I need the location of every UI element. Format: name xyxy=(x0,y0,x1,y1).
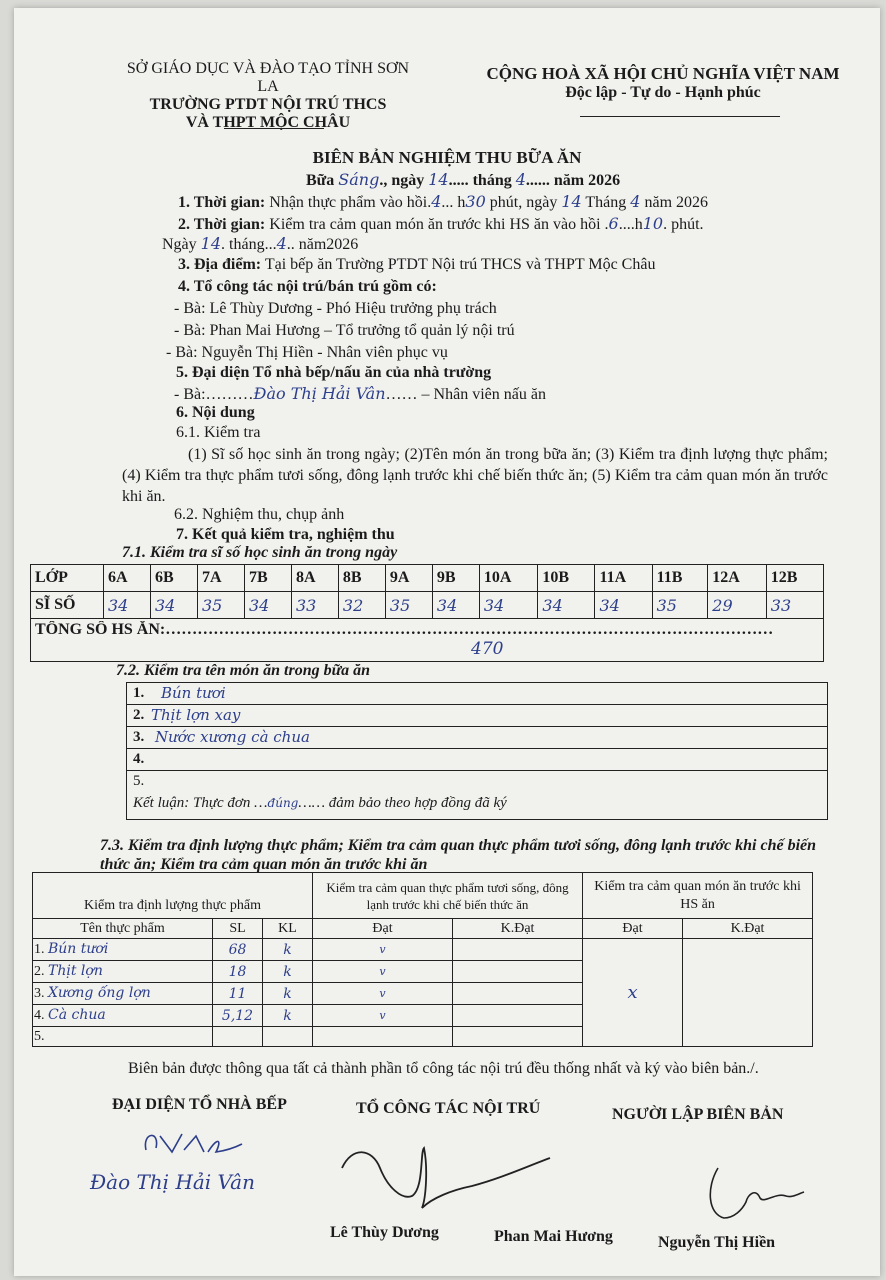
location: Tại bếp ăn Trường PTDT Nội trú THCS và THPT Mộc Châu xyxy=(261,256,656,273)
section-2-date xyxy=(162,234,358,254)
class-row xyxy=(31,565,824,592)
section-1 xyxy=(178,192,838,212)
class-cell: 8B xyxy=(338,565,385,592)
meal-prefix: Bữa xyxy=(306,172,335,189)
class-cell: 8A xyxy=(291,565,338,592)
motto: Độc lập - Tự do - Hạnh phúc xyxy=(565,84,761,101)
section-1-text-e: năm 2026 xyxy=(640,194,709,211)
count-cell: 34 xyxy=(479,592,538,619)
committee-name-1: Lê Thùy Dương xyxy=(330,1224,439,1241)
section-2 xyxy=(178,214,838,234)
total-value: 470 xyxy=(471,639,504,659)
dish-row xyxy=(127,705,827,727)
count-label: SĨ SỐ xyxy=(31,592,104,619)
department-name: SỞ GIÁO DỤC VÀ ĐÀO TẠO TỈNH SƠN LA xyxy=(126,60,410,95)
section-2-month-label: . tháng... xyxy=(221,236,277,253)
qc-sl: 5,12 xyxy=(213,1005,263,1027)
kitchen-rep-name: Đào Thị Hải Vân xyxy=(253,384,386,403)
class-cell: 6B xyxy=(150,565,197,592)
qc-kl: k xyxy=(263,1005,313,1027)
header-left xyxy=(118,60,418,132)
dish-box xyxy=(126,682,828,820)
qc-kl: k xyxy=(263,939,313,961)
section-1-label: 1. Thời gian: xyxy=(178,194,266,211)
receive-day: 14 xyxy=(561,192,582,211)
count-cell: 33 xyxy=(766,592,823,619)
class-cell: 9A xyxy=(385,565,432,592)
count-cell: 34 xyxy=(150,592,197,619)
class-cell: 10B xyxy=(538,565,595,592)
qc-food-name: Cà chua xyxy=(48,1007,106,1023)
qc-row-number: 5. xyxy=(34,1028,45,1044)
qc-row-number: 4. xyxy=(34,1008,45,1023)
qc-fresh-fail-cell xyxy=(453,939,583,961)
count-cell: 35 xyxy=(197,592,244,619)
conclusion-value: đúng xyxy=(267,796,299,810)
qc-row-number: 1. xyxy=(34,942,45,957)
check-hour: 6 xyxy=(608,214,619,233)
class-cell: 6A xyxy=(104,565,151,592)
section-2-text-c: . phút. xyxy=(663,216,704,233)
qc-kl xyxy=(263,1027,313,1047)
member-3: - Bà: Nguyễn Thị Hiền - Nhân viên phục vụ xyxy=(166,344,448,361)
section-7-label: 7. Kết quả kiểm tra, nghiệm thu xyxy=(176,526,395,543)
section-2-text-b: ....h xyxy=(618,216,643,233)
qc-row-number: 3. xyxy=(34,986,45,1001)
dish-number: 3. xyxy=(133,729,145,745)
qc-food-name: Xương ống lợn xyxy=(48,985,151,1001)
kitchen-signature-title: ĐẠI DIỆN TỔ NHÀ BẾP xyxy=(112,1096,287,1113)
section-7-2-label: 7.2. Kiểm tra tên món ăn trong bữa ăn xyxy=(116,662,371,679)
dish-number: 2. xyxy=(133,707,145,723)
count-cell: 34 xyxy=(595,592,652,619)
count-cell: 34 xyxy=(104,592,151,619)
qc-fresh-pass-mark: v xyxy=(313,939,453,961)
qc-grid xyxy=(32,872,813,1047)
qc-col-kl: KL xyxy=(263,919,313,939)
kitchen-rep-prefix: - Bà:……… xyxy=(174,386,254,403)
meal-month-value: 4 xyxy=(515,170,526,189)
class-cell: 12A xyxy=(708,565,767,592)
recorder-signature-icon xyxy=(694,1158,814,1228)
dish-row xyxy=(127,749,827,771)
qc-fresh-pass-mark: v xyxy=(313,983,453,1005)
qc-header-fresh: Kiểm tra cảm quan thực phẩm tươi sống, đông lạnh trước khi chế biến thức ăn xyxy=(313,873,583,919)
recorder-signature-title: NGƯỜI LẬP BIÊN BẢN xyxy=(612,1106,784,1123)
check-month: 4 xyxy=(276,234,287,253)
section-5-label: 5. Đại diện Tổ nhà bếp/nấu ăn của nhà trường xyxy=(176,364,492,381)
section-2-date-label: Ngày xyxy=(162,236,201,253)
section-2-label: 2. Thời gian: xyxy=(178,216,266,233)
dish-name: Bún tươi xyxy=(161,684,226,702)
nation-name: CỘNG HOÀ XÃ HỘI CHỦ NGHĨA VIỆT NAM xyxy=(486,64,840,83)
total-box xyxy=(30,619,824,662)
qc-col-fresh-pass: Đạt xyxy=(313,919,453,939)
document-title: BIÊN BẢN NGHIỆM THU BỮA ĂN xyxy=(312,148,582,167)
kitchen-signature-icon xyxy=(138,1126,248,1162)
class-cell: 10A xyxy=(479,565,538,592)
dish-number: 1. xyxy=(133,685,145,701)
section-6-2: 6.2. Nghiệm thu, chụp ảnh xyxy=(174,506,345,523)
qc-sense-pass-mark: x xyxy=(583,939,683,1047)
count-cell: 34 xyxy=(244,592,291,619)
qc-header-sense: Kiểm tra cảm quan món ăn trước khi HS ăn xyxy=(583,873,813,919)
meal-value: Sáng xyxy=(338,170,380,189)
member-2: - Bà: Phan Mai Hương – Tổ trưởng tổ quản lý nội trú xyxy=(174,322,515,339)
committee-name-2: Phan Mai Hương xyxy=(494,1228,613,1245)
committee-signature-title: TỔ CÔNG TÁC NỘI TRÚ xyxy=(356,1100,541,1117)
receive-month: 4 xyxy=(630,192,641,211)
qc-col-name: Tên thực phẩm xyxy=(33,919,213,939)
qc-row xyxy=(33,939,813,961)
class-cell: 9B xyxy=(432,565,479,592)
class-cell: 7B xyxy=(244,565,291,592)
count-row xyxy=(31,592,824,619)
meal-day-label: ., ngày xyxy=(379,172,425,189)
class-cell: 11B xyxy=(652,565,708,592)
total-label: TỔNG SỐ HS ĂN:…………………………………………………………………………………………………… xyxy=(35,621,774,638)
qc-fresh-fail-cell xyxy=(453,983,583,1005)
dish-number: 5. xyxy=(133,773,145,789)
check-day: 14 xyxy=(200,234,222,253)
section-6-label: 6. Nội dung xyxy=(176,404,255,421)
member-1: - Bà: Lê Thùy Dương - Phó Hiệu trưởng phụ trách xyxy=(174,300,497,317)
section-2-year-label: .. năm2026 xyxy=(286,236,359,253)
conclusion-suffix: …… đảm bảo theo hợp đồng đã ký xyxy=(298,795,507,811)
section-1-text-c: phút, ngày xyxy=(485,194,562,211)
attendance-grid xyxy=(30,564,824,619)
qc-sl: 11 xyxy=(213,983,263,1005)
qc-kl: k xyxy=(263,983,313,1005)
header-right-underline xyxy=(580,116,780,117)
qc-col-sense-pass: Đạt xyxy=(583,919,683,939)
qc-fresh-pass-mark: v xyxy=(313,1005,453,1027)
qc-sl: 68 xyxy=(213,939,263,961)
qc-sl: 18 xyxy=(213,961,263,983)
count-cell: 34 xyxy=(538,592,595,619)
qc-sl xyxy=(213,1027,263,1047)
conclusion-prefix: Kết luận: Thực đơn … xyxy=(133,795,268,811)
section-6-1: 6.1. Kiểm tra xyxy=(176,424,261,441)
section-3 xyxy=(178,256,655,274)
menu-conclusion xyxy=(133,795,507,812)
count-cell: 34 xyxy=(432,592,479,619)
dish-row xyxy=(127,727,827,749)
qc-row-number: 2. xyxy=(34,964,45,979)
qc-col-sense-fail: K.Đạt xyxy=(683,919,813,939)
qc-col-fresh-fail: K.Đạt xyxy=(453,919,583,939)
qc-food-name: Bún tươi xyxy=(48,941,109,957)
check-minute: 10 xyxy=(642,214,664,233)
kitchen-representative xyxy=(174,384,546,404)
qc-fresh-fail-cell xyxy=(453,1005,583,1027)
receive-minute: 30 xyxy=(465,192,486,211)
dish-row xyxy=(127,683,827,705)
section-4-label: 4. Tổ công tác nội trú/bán trú gồm có: xyxy=(178,278,437,295)
attendance-table xyxy=(30,564,824,662)
section-7-3-label: 7.3. Kiểm tra định lượng thực phẩm; Kiểm tra cảm quan thực phẩm tươi sống, đông lạnh trước khi chế biến thức ăn; Kiểm tra cảm quan món ăn trước khi ăn xyxy=(100,837,817,873)
meal-month-label: ..... tháng xyxy=(448,172,512,189)
count-cell: 32 xyxy=(338,592,385,619)
section-3-label: 3. Địa điểm: xyxy=(178,256,262,273)
school-name-line2: VÀ THPT MỘC CHÂU xyxy=(185,114,351,131)
qc-sense-fail-cell xyxy=(683,939,813,1047)
header-left-underline xyxy=(224,128,324,129)
qc-col-sl: SL xyxy=(213,919,263,939)
count-cell: 35 xyxy=(652,592,708,619)
class-cell: 11A xyxy=(595,565,652,592)
recorder-name: Nguyễn Thị Hiền xyxy=(658,1234,776,1251)
qc-header-quantity: Kiểm tra định lượng thực phẩm xyxy=(33,873,313,919)
kitchen-rep-role: …… – Nhân viên nấu ăn xyxy=(385,386,546,403)
meal-year-label: ...... năm 2026 xyxy=(525,172,621,189)
dish-row-last xyxy=(127,771,827,821)
count-cell: 35 xyxy=(385,592,432,619)
qc-kl: k xyxy=(263,961,313,983)
receive-hour: 4 xyxy=(431,192,442,211)
section-1-text-b: ... h xyxy=(441,194,466,211)
class-label: LỚP xyxy=(31,565,104,592)
dish-number: 4. xyxy=(133,751,145,767)
qc-table xyxy=(32,872,812,1047)
qc-food-name: Thịt lợn xyxy=(48,963,103,979)
section-2-text-a: Kiểm tra cảm quan món ăn trước khi HS ăn vào hồi . xyxy=(265,216,609,233)
section-1-text-d: Tháng xyxy=(581,194,631,211)
qc-fresh-fail-cell xyxy=(453,961,583,983)
qc-fresh-pass-cell xyxy=(313,1027,453,1047)
qc-fresh-fail-cell xyxy=(453,1027,583,1047)
school-name-line1: TRƯỜNG PTDT NỘI TRÚ THCS xyxy=(149,96,387,113)
document-page xyxy=(14,8,880,1276)
committee-signature-icon xyxy=(332,1138,562,1218)
closing-statement: Biên bản được thông qua tất cả thành phần tổ công tác nội trú đều thống nhất và ký vào biên bản./. xyxy=(128,1060,759,1077)
section-1-text-a: Nhận thực phẩm vào hồi. xyxy=(265,194,432,211)
count-cell: 29 xyxy=(708,592,767,619)
count-cell: 33 xyxy=(291,592,338,619)
class-cell: 7A xyxy=(197,565,244,592)
section-7-1-label: 7.1. Kiểm tra sĩ số học sinh ăn trong ngày xyxy=(122,544,398,561)
section-6-paragraph: (1) Sĩ số học sinh ăn trong ngày; (2)Tên món ăn trong bữa ăn; (3) Kiểm tra định lượng thực phẩm; (4) Kiểm tra thực phẩm tươi sống, đông lạnh trước khi chế biến thức ăn; (5) Kiểm tra cảm quan món ăn trước khi ăn. xyxy=(122,446,828,505)
meal-line xyxy=(306,170,620,190)
meal-day-value: 14 xyxy=(428,170,449,189)
header-right xyxy=(480,64,846,102)
qc-fresh-pass-mark: v xyxy=(313,961,453,983)
kitchen-signature-name: Đào Thị Hải Vân xyxy=(90,1170,255,1194)
dish-name: Nước xương cà chua xyxy=(155,728,310,746)
dish-name: Thịt lợn xay xyxy=(151,706,241,724)
class-cell: 12B xyxy=(766,565,823,592)
